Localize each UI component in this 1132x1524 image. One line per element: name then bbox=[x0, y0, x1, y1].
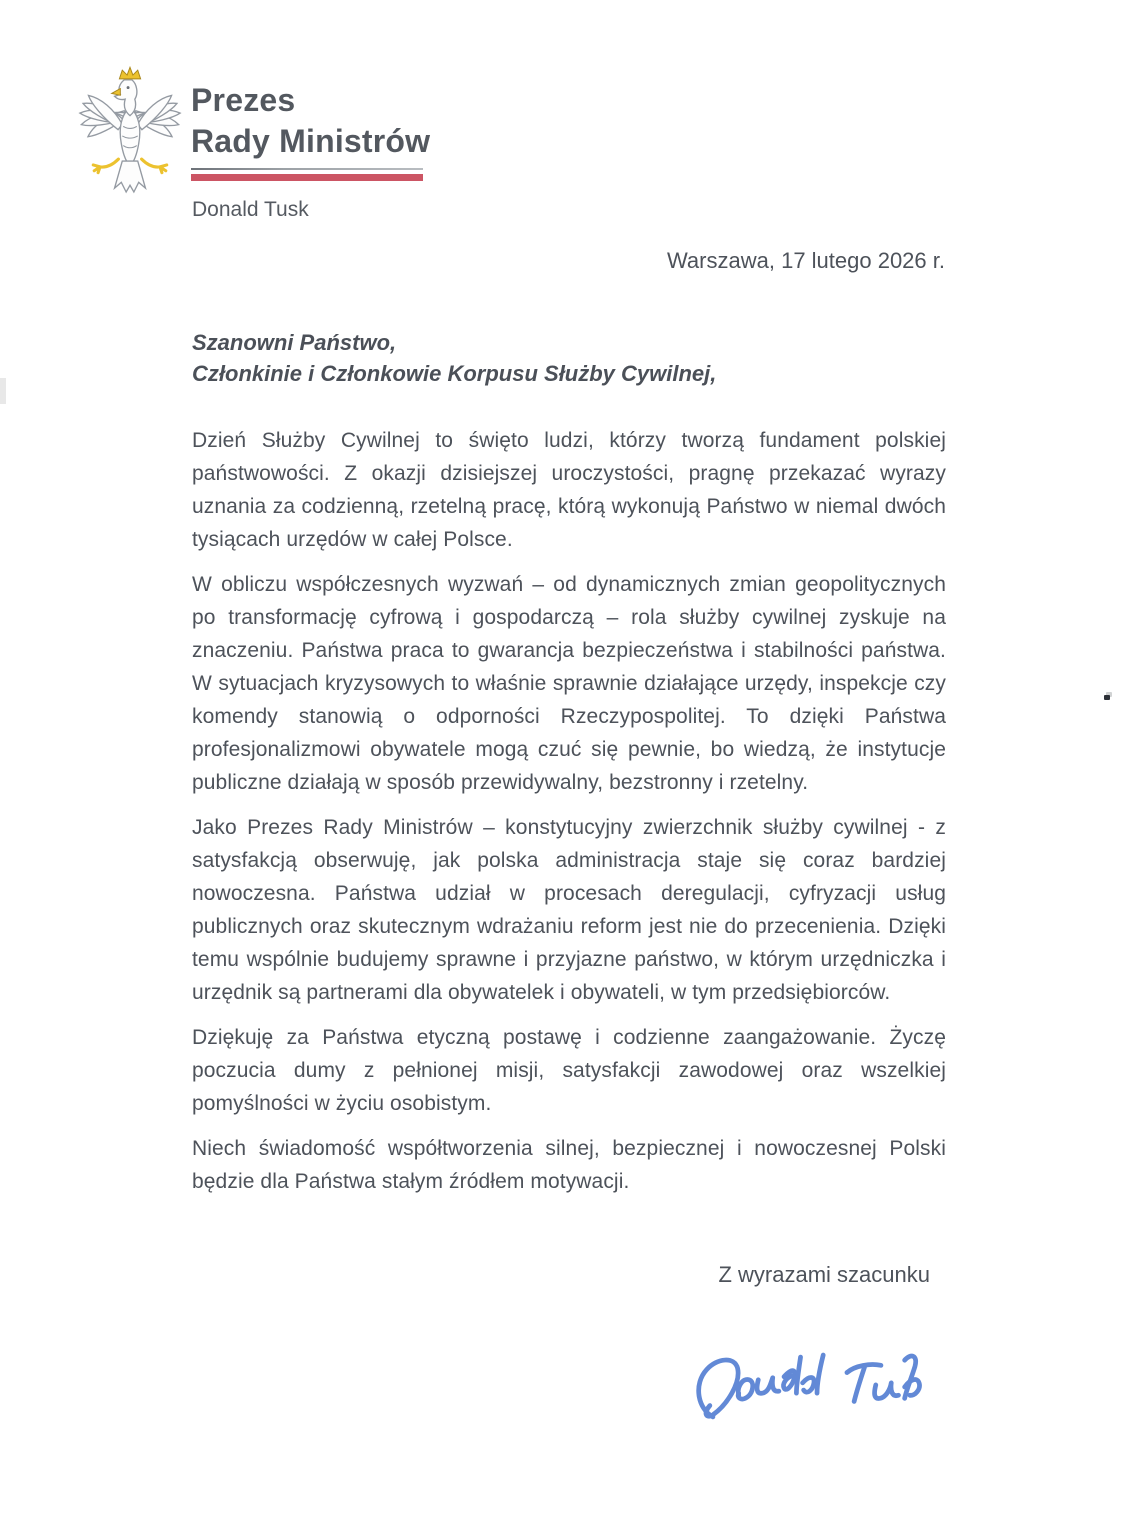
paragraph-5: Niech świadomość współtworzenia silnej, bezpiecznej i nowoczesnej Polski będzie dla Państwa stałym źródłem motywacji. bbox=[192, 1137, 946, 1193]
scan-edge-artifact bbox=[0, 378, 6, 404]
signature-donald-tusk bbox=[682, 1328, 950, 1446]
salutation-line1: Szanowni Państwo, bbox=[192, 330, 397, 355]
flag-white-stripe bbox=[191, 168, 423, 170]
salutation bbox=[192, 327, 716, 389]
paragraph-3: Jako Prezes Rady Ministrów – konstytucyjny zwierzchnik służby cywilnej - z satysfakcją obserwuję, jak polska administracja staje się coraz bardziej nowoczesna. Państwa udział w procesach deregulacji, cyfryzacji usług publicznych oraz skutecznym wdrażaniu reform jest nie do przecenienia. Dzięki temu wspólnie budujemy sprawne i przyjazne państwo, w którym urzędniczka i urzędnik są partnerami dla obywatelek i obywateli, w tym przedsiębiorców. bbox=[192, 816, 946, 1004]
polish-eagle-emblem bbox=[72, 66, 188, 202]
paragraph-1: Dzień Służby Cywilnej to święto ludzi, którzy tworzą fundament polskiej państwowości. Z okazji dzisiejszej uroczystości, pragnę przekazać wyrazy uznania za codzienną, rzetelną pracę, którą wykonują Państwo w niemal dwóch tysiącach urzędów w całej Polsce. bbox=[192, 429, 946, 551]
prime-minister-name: Donald Tusk bbox=[192, 198, 309, 221]
dateline: Warszawa, 17 lutego 2026 r. bbox=[666, 248, 945, 273]
letter-body bbox=[192, 424, 946, 1210]
paragraph-2: W obliczu współczesnych wyzwań – od dynamicznych zmian geopolitycznych po transformację cyfrową i gospodarczą – rola służby cywilnej zyskuje na znaczeniu. Państwa praca to gwarancja bezpieczeństwa i stabilności państwa. W sytuacjach kryzysowych to właśnie sprawnie działające urzędy, inspekcje czy komendy stanowią o odporności Rzeczypospolitej. To dzięki Państwa profesjonalizmowi obywatele mogą czuć się pewnie, bo wiedzą, że instytucje publiczne działają w sposób przewidywalny, bezstronny i rzetelny. bbox=[192, 573, 946, 794]
salutation-line2: Członkinie i Członkowie Korpusu Służby Cywilnej, bbox=[192, 361, 717, 386]
scan-speck-artifact bbox=[1104, 695, 1110, 700]
office-title-line2: Rady Ministrów bbox=[191, 123, 431, 159]
office-title-line1: Prezes bbox=[191, 82, 296, 118]
paragraph-4: Dziękuję za Państwa etyczną postawę i codzienne zaangażowanie. Życzę poczucia dumy z pełnionej misji, satysfakcji zawodowej oraz wszelkiej pomyślności w życiu osobistym. bbox=[192, 1026, 946, 1115]
closing-phrase: Z wyrazami szacunku bbox=[718, 1262, 930, 1287]
office-title bbox=[191, 80, 430, 162]
flag-red-stripe bbox=[191, 174, 423, 181]
polish-flag-rule bbox=[191, 168, 423, 181]
